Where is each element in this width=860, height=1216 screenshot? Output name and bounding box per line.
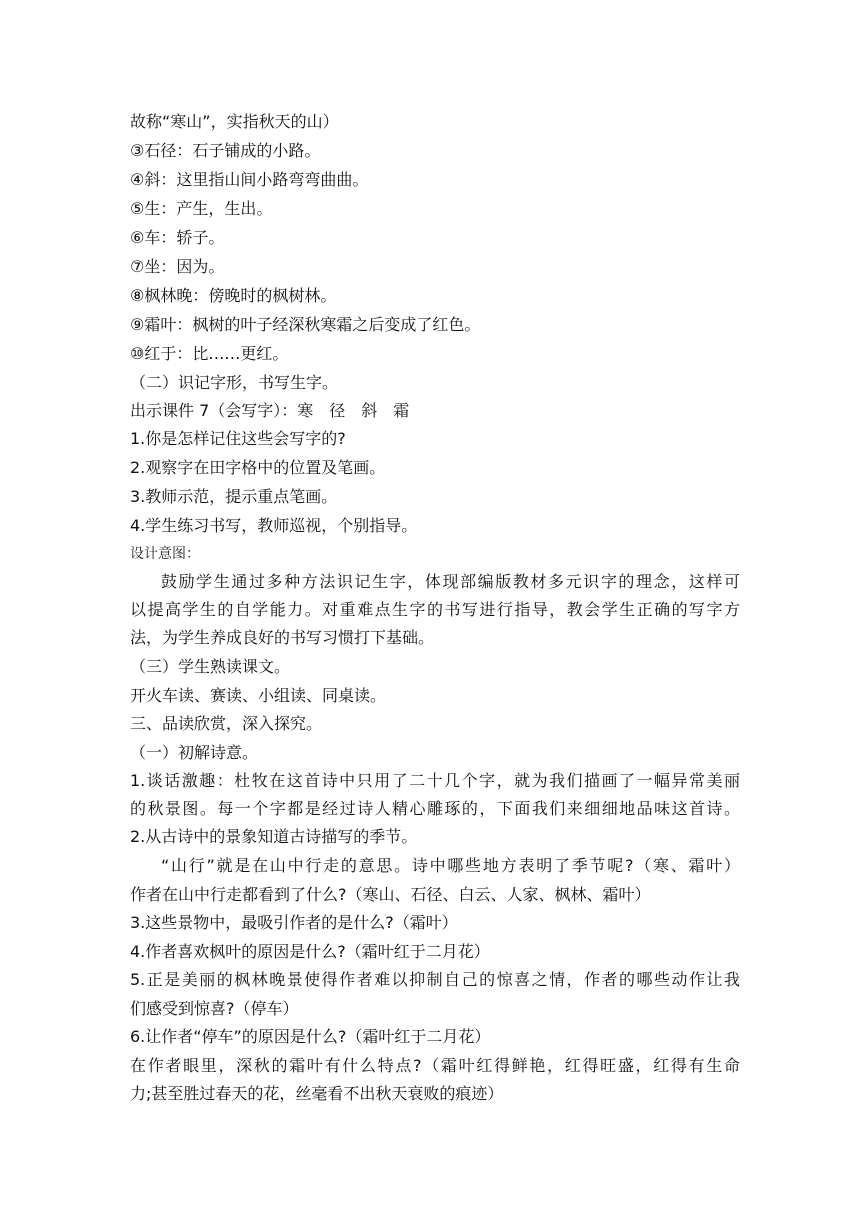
text-line: 出示课件 7（会写字）：寒 径 斜 霜 [130, 401, 410, 420]
text-line: 们感受到惊喜?（停车） [130, 999, 299, 1018]
text-line: 作者在山中行走都看到了什么?（寒山、石径、白云、人家、枫林、霜叶） [130, 885, 651, 904]
text-line: 1.谈话激趣：杜牧在这首诗中只用了二十几个字，就为我们描画了一幅异常美丽 [130, 771, 740, 790]
text-line: ⑨霜叶：枫树的叶子经深秋寒霜之后变成了红色。 [130, 315, 481, 334]
text-line: 1.你是怎样记住这些会写字的? [130, 429, 346, 448]
text-line: 4.作者喜欢枫叶的原因是什么?（霜叶红于二月花） [130, 942, 490, 961]
text-line: 力;甚至胜过春天的花，丝毫看不出秋天衰败的痕迹） [130, 1084, 504, 1103]
text-line: 在作者眼里，深秋的霜叶有什么特点?（霜叶红得鲜艳，红得旺盛，红得有生命 [130, 1056, 740, 1075]
text-line: ⑥车：轿子。 [130, 228, 225, 247]
text-line: 以提高学生的自学能力。对重难点生字的书写进行指导，教会学生正确的写字方 [130, 600, 740, 619]
text-line: 法，为学生养成良好的书写习惯打下基础。 [130, 628, 435, 647]
text-line: ③石径：石子铺成的小路。 [130, 141, 321, 160]
text-line: “山行”就是在山中行走的意思。诗中哪些地方表明了季节呢?（寒、霜叶） [161, 856, 740, 875]
text-line: 的秋景图。每一个字都是经过诗人精心雕琢的，下面我们来细细地品味这首诗。 [130, 799, 740, 818]
text-line: 5.正是美丽的枫林晚景使得作者难以抑制自己的惊喜之情，作者的哪些动作让我 [130, 970, 740, 989]
section-heading: 三、品读欣赏，深入探究。 [130, 714, 323, 733]
text-line: 6.让作者“停车”的原因是什么?（霜叶红于二月花） [130, 1027, 491, 1046]
text-line: 3.教师示范，提示重点笔画。 [130, 487, 338, 506]
text-line: 2.观察字在田字格中的位置及笔画。 [130, 458, 386, 477]
text-line: ⑧枫林晚：傍晚时的枫树林。 [130, 286, 337, 305]
text-line: 鼓励学生通过多种方法识记生字，体现部编版教材多元识字的理念，这样可 [161, 572, 740, 591]
text-line: 4.学生练习书写，教师巡视，个别指导。 [130, 516, 418, 535]
section-heading: （三）学生熟读课文。 [130, 657, 291, 676]
text-line: 故称“寒山”，实指秋天的山） [130, 112, 339, 131]
section-heading: （二）识记字形，书写生字。 [130, 373, 339, 392]
text-line: ⑦坐：因为。 [130, 257, 225, 276]
text-line: 开火车读、赛读、小组读、同桌读。 [130, 686, 387, 705]
section-heading: （一）初解诗意。 [130, 743, 259, 762]
text-line: 3.这些景物中，最吸引作者的是什么?（霜叶） [130, 913, 458, 932]
design-intent-label: 设计意图： [130, 546, 200, 562]
text-line: ⑤生：产生，生出。 [130, 199, 273, 218]
text-line: ④斜：这里指山间小路弯弯曲曲。 [130, 170, 369, 189]
text-line: 2.从古诗中的景象知道古诗描写的季节。 [130, 827, 418, 846]
text-line: ⑩红于：比……更红。 [130, 344, 289, 363]
